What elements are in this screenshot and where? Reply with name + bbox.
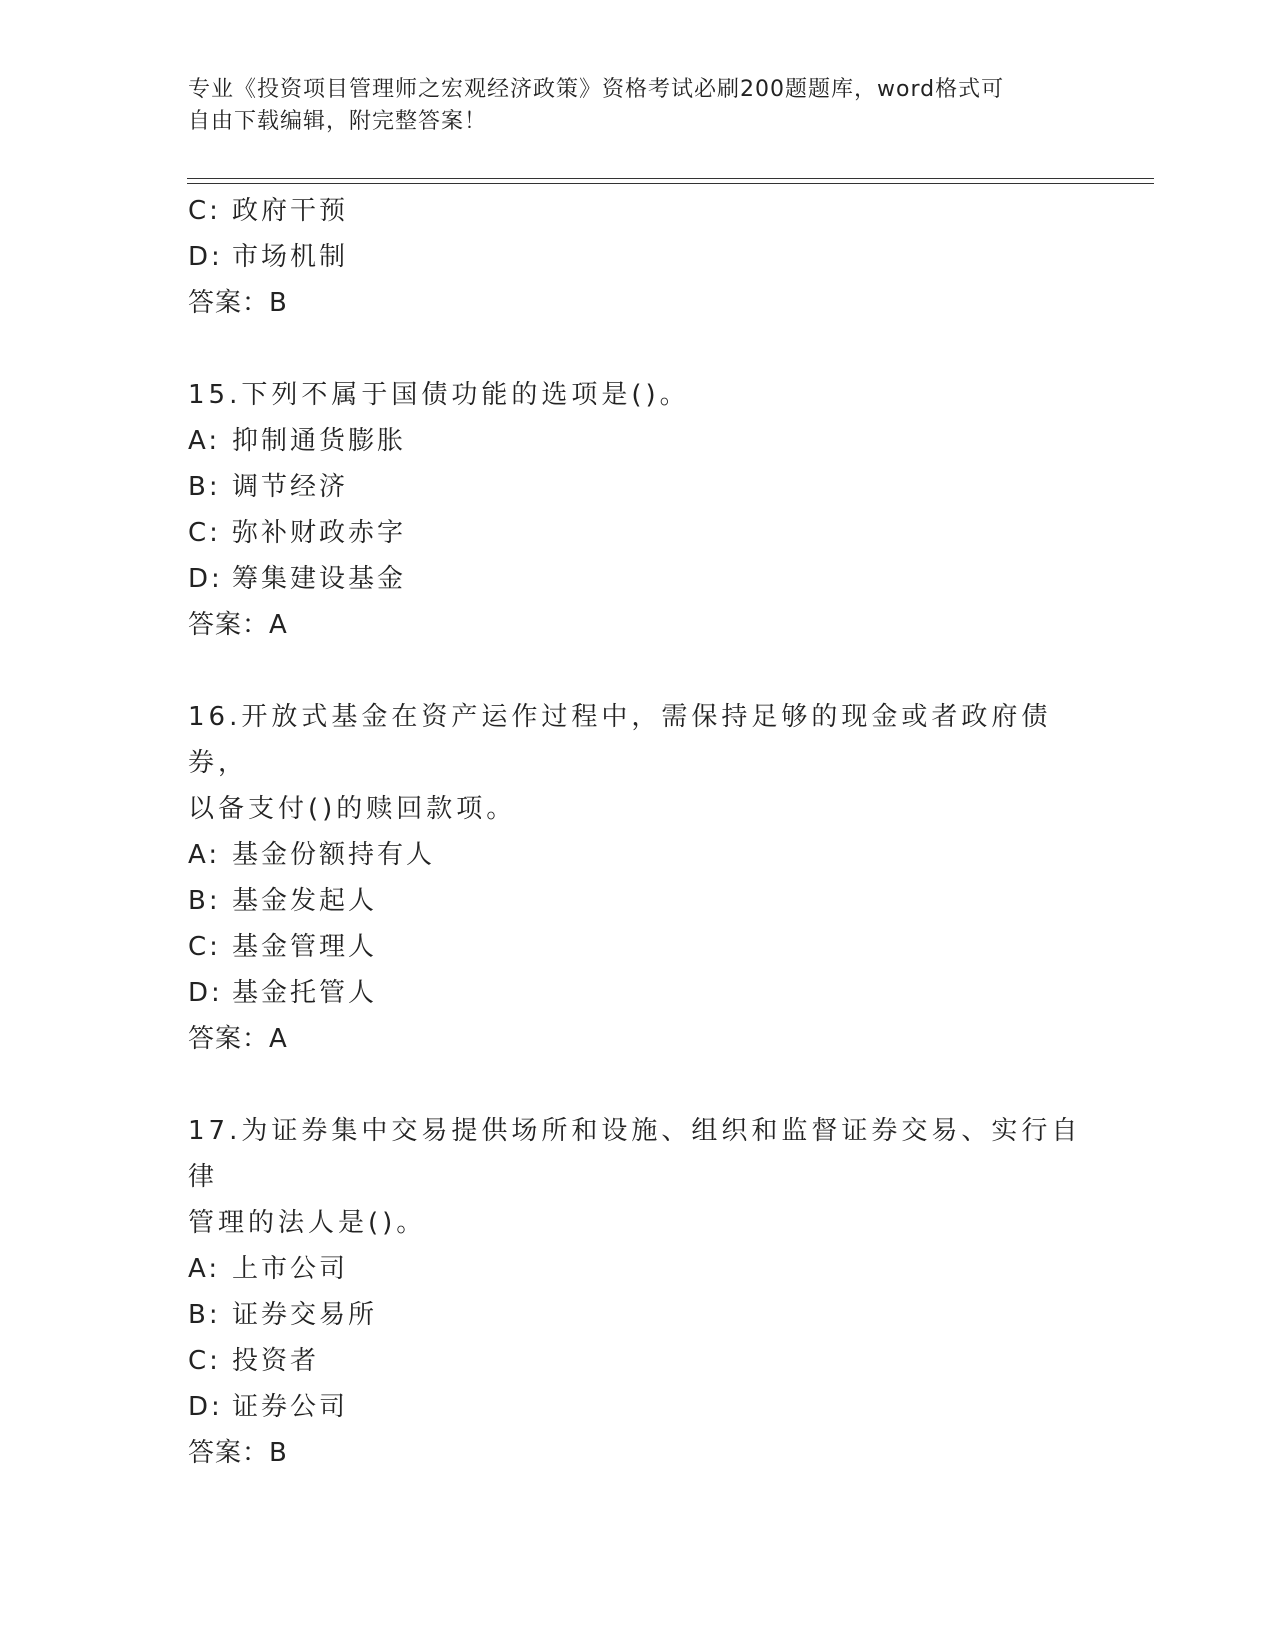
option-text: 政府干预 — [232, 196, 349, 226]
option-b — [188, 878, 1088, 924]
option-d — [188, 970, 1088, 1016]
option-text: 基金管理人 — [232, 932, 378, 962]
document-header — [188, 74, 1088, 138]
stem-line: 以备支付()的赎回款项。 — [188, 794, 517, 824]
option-a — [188, 832, 1088, 878]
option-text: 证券交易所 — [232, 1300, 378, 1330]
option-text: 基金托管人 — [232, 978, 378, 1008]
option-text: 市场机制 — [232, 242, 349, 272]
spacer — [188, 648, 1088, 694]
option-d — [188, 1384, 1088, 1430]
option-c — [188, 188, 1088, 234]
stem-line: 15.下列不属于国债功能的选项是()。 — [188, 380, 690, 410]
option-c — [188, 1338, 1088, 1384]
option-key: B: — [188, 472, 221, 502]
answer-line: 答案：A — [188, 610, 288, 640]
option-text: 上市公司 — [232, 1254, 349, 1284]
option-key: B: — [188, 1300, 221, 1330]
header-line-1: 专业《投资项目管理师之宏观经济政策》资格考试必刷200题题库，word格式可 — [188, 77, 1005, 102]
header-divider-bottom — [187, 183, 1154, 184]
option-key: D: — [188, 242, 223, 272]
answer-line: 答案：B — [188, 1438, 288, 1468]
option-key: D: — [188, 564, 223, 594]
spacer — [188, 1062, 1088, 1108]
question-17 — [188, 1108, 1088, 1476]
option-b — [188, 464, 1088, 510]
previous-question-tail — [188, 188, 1088, 326]
option-key: C: — [188, 1346, 221, 1376]
option-key: C: — [188, 196, 221, 226]
option-text: 基金份额持有人 — [232, 840, 436, 870]
stem-line: 16.开放式基金在资产运作过程中，需保持足够的现金或者政府债券， — [188, 702, 1052, 778]
option-text: 投资者 — [232, 1346, 320, 1376]
option-text: 调节经济 — [232, 472, 349, 502]
question-stem — [188, 1108, 1088, 1246]
answer-line: 答案：A — [188, 1024, 288, 1054]
question-stem — [188, 372, 1088, 418]
header-line-2: 自由下载编辑，附完整答案！ — [188, 109, 488, 134]
header-divider-top — [187, 178, 1154, 179]
option-d — [188, 556, 1088, 602]
option-c — [188, 510, 1088, 556]
option-text: 抑制通货膨胀 — [232, 426, 407, 456]
stem-line: 管理的法人是()。 — [188, 1208, 427, 1238]
option-a — [188, 418, 1088, 464]
option-text: 筹集建设基金 — [232, 564, 407, 594]
option-d — [188, 234, 1088, 280]
option-text: 基金发起人 — [232, 886, 378, 916]
option-text: 弥补财政赤字 — [232, 518, 407, 548]
question-list — [188, 188, 1088, 1476]
option-key: D: — [188, 1392, 223, 1422]
question-stem — [188, 694, 1088, 832]
option-b — [188, 1292, 1088, 1338]
answer-line: 答案：B — [188, 288, 288, 318]
option-key: C: — [188, 932, 221, 962]
stem-line: 17.为证券集中交易提供场所和设施、组织和监督证券交易、实行自律 — [188, 1116, 1082, 1192]
option-key: A: — [188, 1254, 221, 1284]
option-a — [188, 1246, 1088, 1292]
question-16 — [188, 694, 1088, 1062]
option-text: 证券公司 — [232, 1392, 349, 1422]
spacer — [188, 326, 1088, 372]
option-key: B: — [188, 886, 221, 916]
option-c — [188, 924, 1088, 970]
option-key: A: — [188, 426, 221, 456]
question-15 — [188, 372, 1088, 648]
option-key: D: — [188, 978, 223, 1008]
option-key: C: — [188, 518, 221, 548]
option-key: A: — [188, 840, 221, 870]
